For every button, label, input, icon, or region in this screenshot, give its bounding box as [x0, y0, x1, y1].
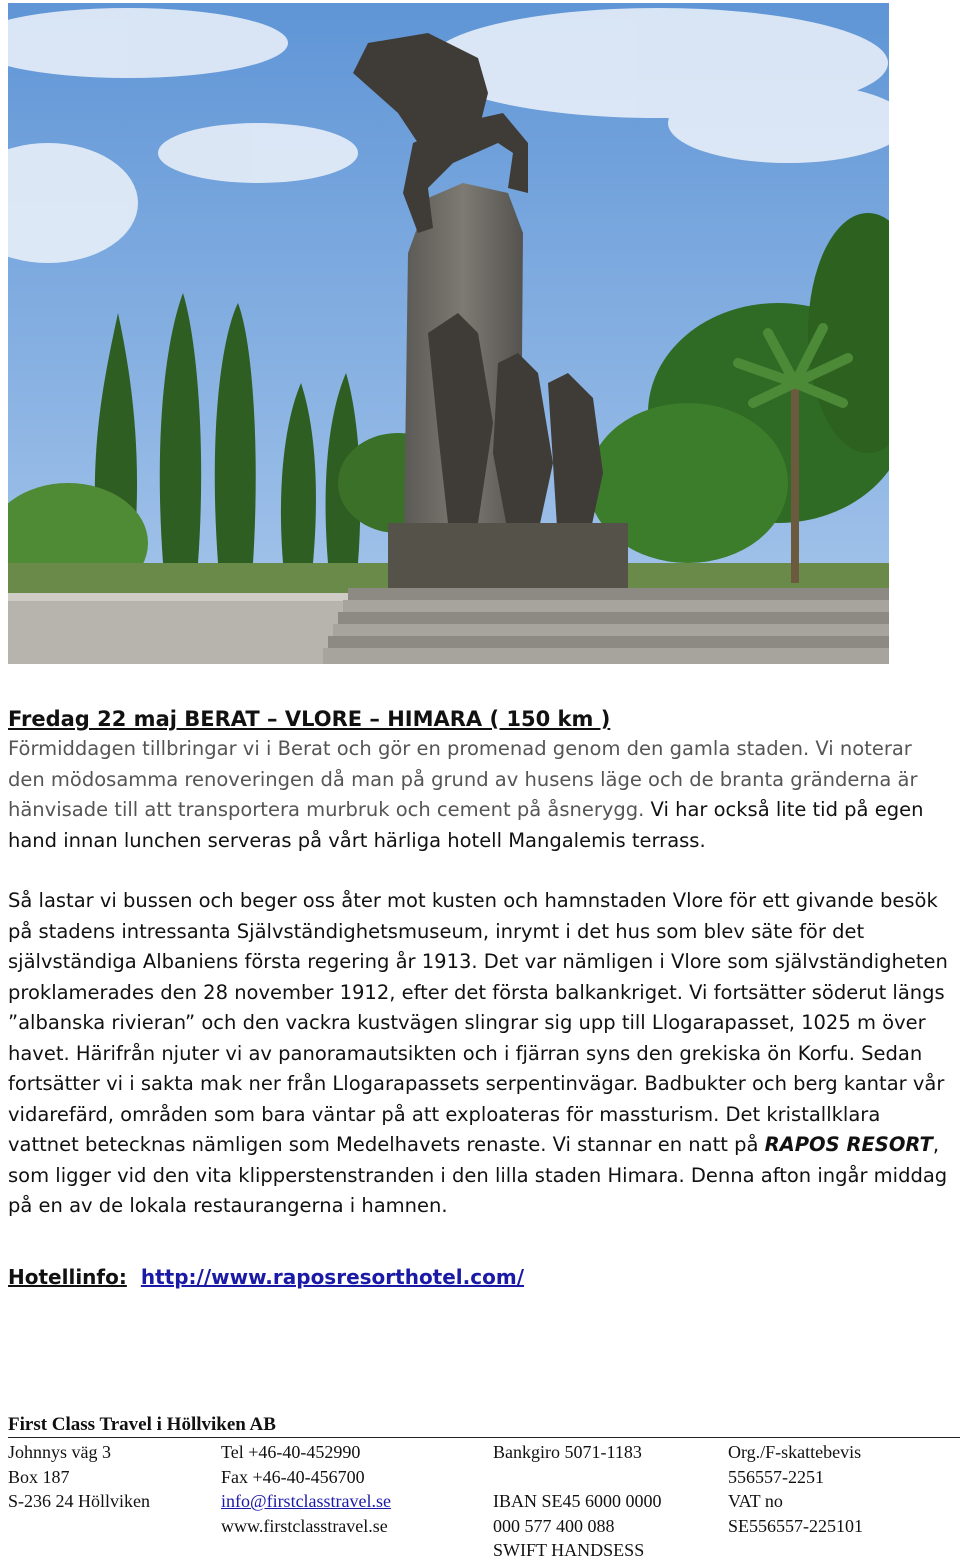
- paragraph-afternoon-part2: , som ligger vid den vita klipperstenstranden i den lilla staden Himara. Denna afton ingår middag på en av de lokala restaurangerna i hamnen.: [8, 1133, 948, 1217]
- org-number: 556557-2251: [728, 1466, 824, 1487]
- paragraph-gap: [8, 856, 953, 886]
- contact-fax: Fax +46-40-456700: [221, 1466, 365, 1487]
- bank-swift: SWIFT HANDSESS: [493, 1540, 645, 1560]
- hotel-info-label: Hotellinfo:: [8, 1264, 127, 1289]
- vat-label: VAT no: [728, 1491, 783, 1511]
- bank-iban-cont: 000 577 400 088: [493, 1515, 615, 1536]
- bank-iban: IBAN SE45 6000 0000: [493, 1491, 662, 1511]
- address-city: S-236 24 Höllviken: [8, 1491, 150, 1511]
- org-label: Org./F-skattebevis: [728, 1442, 862, 1462]
- footer-org: [728, 1440, 863, 1538]
- resort-name: RAPOS RESORT: [764, 1133, 933, 1156]
- article-heading: Fredag 22 maj BERAT – VLORE – HIMARA ( 150 km ): [8, 707, 611, 731]
- footer: [8, 1413, 960, 1563]
- footer-address: [8, 1440, 150, 1514]
- monument-photo: [8, 3, 889, 664]
- footer-columns: [8, 1438, 960, 1563]
- hotel-info: [8, 1262, 953, 1293]
- paragraph-morning: [8, 734, 953, 856]
- monument-photo-icon: [8, 3, 889, 664]
- contact-email[interactable]: info@firstclasstravel.se: [221, 1491, 392, 1511]
- paragraph-afternoon-part1: Så lastar vi bussen och beger oss åter mot kusten och hamnstaden Vlore för ett givande besök på stadens intressanta Självständighetsmuseum, inrymt i det hus som blev säte för det självständiga Albaniens första regering år 1913. Det var nämligen i Vlore som självständigheten proklamerades den 28 november 1912, efter det första balkankriget. Vi fortsätter söderut längs ”albanska rivieran” och den vackra kustvägen slingrar sig upp till Llogarapasset, 1025 m över havet. Härifrån njuter vi av panoramautsikten och i fjärran syns den grekiska ön Korfu. Sedan fortsätter vi i sakta mak ner från Llogarapassets serpentinvägar. Badbukter och berg kantar vår vidarefärd, områden som bara väntar på att exploateras för massturism. Det kristallklara vattnet betecknas nämligen som Medelhavets renaste. Vi stannar en natt på: [8, 889, 948, 1156]
- footer-contact: [221, 1440, 391, 1538]
- vat-number: SE556557-225101: [728, 1515, 863, 1536]
- company-name: First Class Travel i Höllviken AB: [8, 1413, 960, 1438]
- address-street: Johnnys väg 3: [8, 1442, 111, 1462]
- paragraph-morning-part1: Förmiddagen tillbringar vi i Berat och gör en promenad genom den gamla staden. Vi noterar den mödosamma renoveringen då man på grund av husens läge och de branta gränderna är hänvisade till att transportera murbruk och cement på åsnerygg.: [8, 737, 918, 821]
- bank-blank: [493, 1465, 662, 1490]
- hotel-info-link[interactable]: http://www.raposresorthotel.com/: [140, 1264, 525, 1289]
- paragraph-afternoon: [8, 886, 953, 1222]
- footer-bank: [493, 1440, 662, 1563]
- bank-giro: Bankgiro 5071-1183: [493, 1442, 642, 1462]
- contact-web: www.firstclasstravel.se: [221, 1515, 388, 1536]
- address-box: Box 187: [8, 1466, 70, 1487]
- article: [8, 704, 953, 1292]
- paragraph-morning-part2: Vi har också lite tid på egen hand innan lunchen serveras på vårt härliga hotell Mangalemis terrass.: [8, 798, 924, 852]
- contact-tel: Tel +46-40-452990: [221, 1442, 361, 1462]
